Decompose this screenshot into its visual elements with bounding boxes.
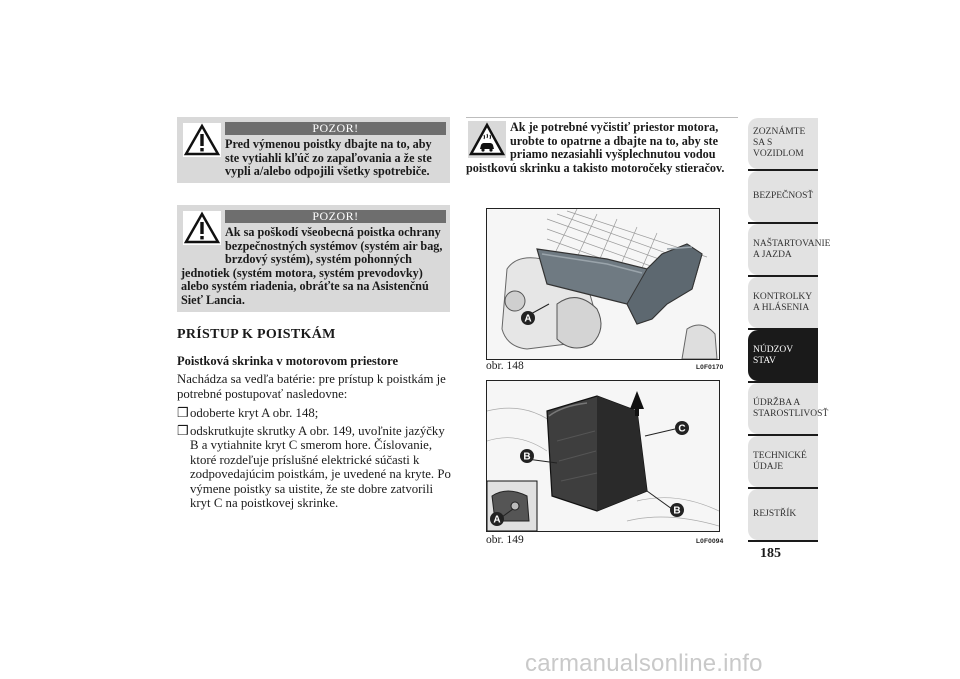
list-item: ❒ odskrutkujte skrutky A obr. 149, uvoľnite jazýčky B a vytiahnite kryt C smerom hore. Číslovanie, ktoré rozdeľuje príslušné elektrické súčasti k zodpovedajúcim poistkám, je uvedené na kryte. Po výmene poistky sa uistite, že ste dobre zatvorili kryt C na poistkovej skrinke. xyxy=(177,423,451,510)
figure-149 xyxy=(486,380,720,532)
warning-text: Pred výmenou poistky dbajte na to, aby ste vytiahli kľúč zo zapaľovania a že ste vypli a/alebo odpojili všetky spotrebiče. xyxy=(225,137,432,179)
tab-divider xyxy=(748,540,818,542)
tab-technicke-udaje[interactable]: TECHNICKÉ ÚDAJE xyxy=(748,436,818,487)
warning-header: POZOR! xyxy=(225,210,446,223)
instruction-list xyxy=(177,406,455,514)
tab-zoznamte-sa[interactable]: ZOZNÁMTE SA S VOZIDLOM xyxy=(748,118,818,169)
checkbox-bullet-icon: ❒ xyxy=(177,406,189,420)
figure-149-code: L0F0094 xyxy=(696,538,724,545)
figure-148 xyxy=(486,208,720,360)
tab-nastartovanie[interactable]: NAŠTARTOVANIE A JAZDA xyxy=(748,224,818,275)
tab-nudzovy-stav[interactable]: NÚDZOV STAV xyxy=(748,330,818,381)
tab-udrzba[interactable]: ÚDRŽBA A STAROSTLIVOSŤ xyxy=(748,383,818,434)
engine-cover-illustration xyxy=(487,209,719,359)
checkbox-bullet-icon: ❒ xyxy=(177,423,189,438)
warning-box-2 xyxy=(177,205,450,312)
section-title: PRÍSTUP K POISTKÁM xyxy=(177,327,336,342)
callout-label-a: A xyxy=(493,514,501,526)
section-subtitle: Poistková skrinka v motorovom priestore xyxy=(177,354,399,368)
warning-text: Ak sa poškodí všeobecná poistka ochrany bezpečnostných systémov (systém air bag, brzdový systém), systém pohonných jednotiek (systém motora, systém prevodovky) alebo systém riadenia, obráťte sa na Asistenčnú Sieť Lancia. xyxy=(181,225,443,307)
list-item: ❒ odoberte kryt A obr. 148; xyxy=(177,406,319,420)
caution-text: Ak je potrebné vyčistiť priestor motora, urobte to opatrne a dbajte na to, aby ste priamo nezasiahli vyšplechnutou vodou poistkovú skrinku a takisto motoročeky stieračov. xyxy=(466,120,725,175)
intro-paragraph: Nachádza sa vedľa batérie: pre prístup k poistkám je potrebné postupovať nasledovne: xyxy=(177,372,446,401)
warning-header: POZOR! xyxy=(225,122,446,135)
tab-bezpecnost[interactable]: BEZPEČNOSŤ xyxy=(748,171,818,222)
callout-label-b: B xyxy=(673,505,681,517)
warning-box-1 xyxy=(177,117,450,183)
figure-148-code: L0F0170 xyxy=(696,364,724,371)
page-number: 185 xyxy=(760,546,781,561)
callout-label-c: C xyxy=(678,423,686,435)
figure-149-caption: obr. 149 xyxy=(486,534,524,546)
tab-kontrolky[interactable]: KONTROLKY A HLÁSENIA xyxy=(748,277,818,328)
watermark: carmanualsonline.info xyxy=(525,650,763,677)
callout-label-b: B xyxy=(523,451,531,463)
fuse-box-illustration xyxy=(487,381,719,531)
callout-label-a: A xyxy=(524,313,532,325)
tab-rejstrik[interactable]: REJSTŘÍK xyxy=(748,489,818,540)
figure-148-caption: obr. 148 xyxy=(486,360,524,372)
divider xyxy=(466,117,738,118)
